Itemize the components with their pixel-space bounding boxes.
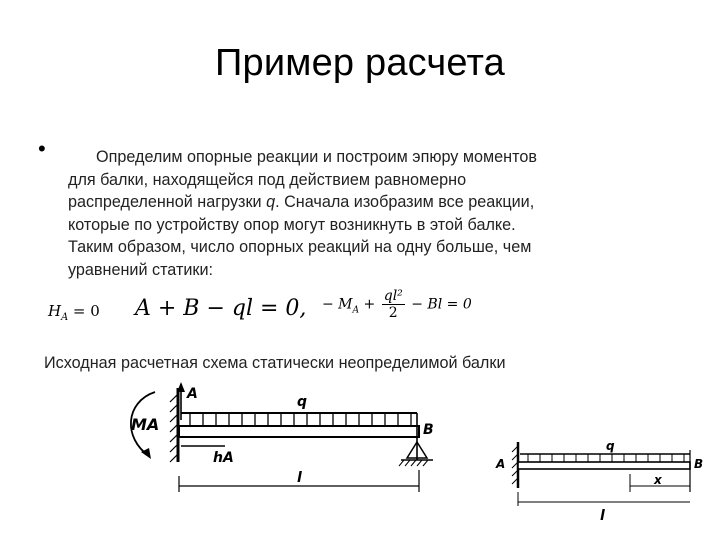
formula-3-pre: − M [322,296,353,313]
formula-3-subscript: A [352,305,360,316]
reaction-a-arrowhead [177,382,185,392]
formula-1-subscript: A [61,312,69,323]
formula-3-numerator: ql² [383,288,403,304]
formulas-row [0,288,720,338]
formula-3-post: − Bl = 0 [406,296,472,313]
formula-3-denominator: 2 [388,305,398,321]
formula-horizontal-reaction [48,302,100,323]
slide-title: Пример расчета [214,42,506,84]
paragraph-line-6: уравнений статики: [68,260,214,279]
paragraph-line-3-end: . Сначала изобразим все реакции, [275,193,535,211]
formula-vertical-equilibrium [135,296,306,321]
paragraph-line-4: которые по устройству опор могут возникнуть в этой балке. [68,215,516,234]
label-a: A [187,386,198,402]
label-q: q [297,394,308,410]
paragraph-line-5: Таким образом, число опорных реакций на одну больше, чем [68,238,532,256]
formula-2-text: A + B − ql = 0, [135,296,307,321]
small-label-l: l [600,508,605,524]
beam-scheme-main [115,380,455,530]
formula-3-fraction [382,288,405,321]
small-label-b: B [694,457,704,471]
small-label-x: x [654,473,662,487]
beam-scheme-small [490,430,715,540]
formula-moment-equilibrium [322,288,472,321]
paragraph-line-3-start: распределенной нагрузки [68,193,267,211]
small-beam [518,462,690,469]
paragraph-line-3 [68,191,688,214]
label-ha: hA [213,450,234,466]
small-label-q: q [606,439,615,453]
bullet-marker: • [38,136,46,161]
label-b: B [423,422,434,438]
label-l: l [297,470,302,486]
paragraph-line-2: для балки, находящейся под действием равномерно [68,170,467,189]
body-paragraph [68,146,688,281]
paragraph-line-1: Определим опорные реакции и построим эпюру моментов [96,148,537,166]
small-label-a: A [496,457,506,471]
load-symbol-q: q [266,193,276,211]
diagram-caption: Исходная расчетная схема статически неопределимой балки [44,354,506,372]
small-load-arrows [528,454,684,462]
label-ma: MA [131,415,160,434]
formula-3-plus: + [359,296,380,313]
beam [179,426,419,437]
distributed-load-arrows [190,413,411,426]
formula-1-rest: = 0 [68,302,100,320]
formula-1-symbol: H [48,302,62,320]
support-hatching [399,460,428,466]
